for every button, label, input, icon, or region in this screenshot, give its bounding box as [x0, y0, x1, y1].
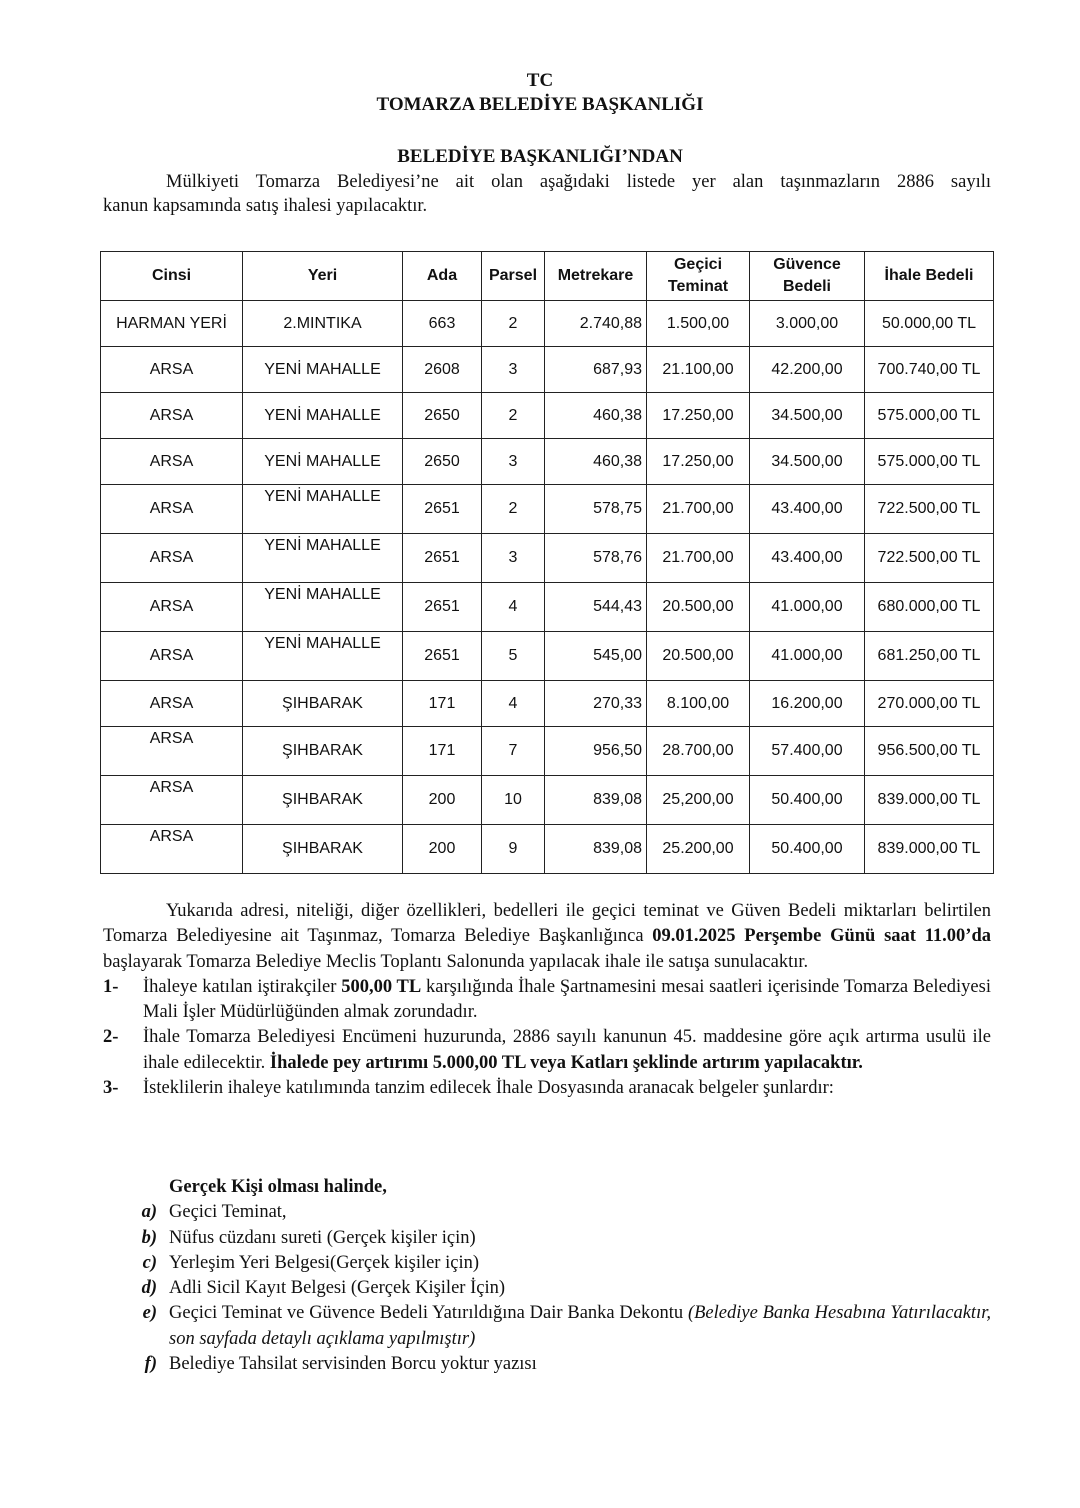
table-cell: 9	[482, 825, 545, 874]
column-header: İhale Bedeli	[865, 252, 994, 301]
item-text-part: karşılığında İhale Şartnamesini mesai saatleri içerisinde Tomarza Belediyesi Mali İşler Müdürlüğünden almak zorundadır.	[143, 976, 991, 1023]
requirements-section	[103, 1175, 991, 1377]
table-cell: 2	[482, 485, 545, 534]
requirement-item	[103, 1301, 991, 1352]
requirement-text-main: Adli Sicil Kayıt Belgesi (Gerçek Kişiler İçin)	[169, 1278, 505, 1299]
auction-paragraph	[103, 899, 991, 975]
requirement-text-main: Nüfus cüzdanı sureti (Gerçek kişiler için)	[169, 1227, 476, 1248]
item-text	[143, 975, 991, 1026]
table-row	[101, 534, 994, 583]
requirement-letter: f)	[144, 1354, 157, 1375]
auction-date: 09.01.2025 Perşembe Günü saat 11.00’da	[652, 926, 991, 947]
table-cell: 839.000,00 TL	[865, 776, 994, 825]
table-cell: ARSA	[101, 727, 243, 776]
table-cell: 41.000,00	[750, 583, 865, 632]
requirement-text	[169, 1352, 991, 1377]
requirement-letter: d)	[141, 1278, 157, 1299]
table-cell: 7	[482, 727, 545, 776]
column-header: Parsel	[482, 252, 545, 301]
table-cell: 839,08	[545, 825, 647, 874]
table-cell: 578,75	[545, 485, 647, 534]
table-cell: 681.250,00 TL	[865, 632, 994, 681]
table-cell: YENİ MAHALLE	[243, 485, 403, 534]
table-cell: 57.400,00	[750, 727, 865, 776]
table-cell: 2651	[403, 534, 482, 583]
table-cell: 1.500,00	[647, 301, 750, 347]
table-cell: ARSA	[101, 485, 243, 534]
table-cell: 50.400,00	[750, 825, 865, 874]
table-header-row	[101, 252, 994, 301]
requirement-item	[103, 1251, 991, 1276]
table-cell: 2.MINTIKA	[243, 301, 403, 347]
paragraph-text: Yukarıda adresi, niteliği, diğer özellikleri, bedelleri ile geçici teminat ve Güven Bedeli miktarları belirtilen Tomarza Belediyesine ait Taşınmaz, Tomarza Belediye Başkanlığınca	[103, 901, 991, 947]
table-cell: YENİ MAHALLE	[243, 439, 403, 485]
table-cell: 545,00	[545, 632, 647, 681]
table-cell: ŞIHBARAK	[243, 681, 403, 727]
table-cell: 956.500,00 TL	[865, 727, 994, 776]
auction-details	[103, 899, 991, 1101]
requirements-list	[103, 1200, 991, 1377]
table-cell: 2	[482, 393, 545, 439]
table-cell: 663	[403, 301, 482, 347]
table-cell: 460,38	[545, 393, 647, 439]
table-row	[101, 727, 994, 776]
table-cell: 16.200,00	[750, 681, 865, 727]
requirement-text	[169, 1276, 991, 1301]
column-header: Metrekare	[545, 252, 647, 301]
table-cell: 700.740,00 TL	[865, 347, 994, 393]
table-cell: YENİ MAHALLE	[243, 393, 403, 439]
requirement-text	[169, 1226, 991, 1251]
table-cell: 3	[482, 439, 545, 485]
table-cell: YENİ MAHALLE	[243, 347, 403, 393]
table-cell: 3	[482, 534, 545, 583]
numbered-item-1	[103, 975, 991, 1026]
table-cell: 2651	[403, 485, 482, 534]
header-from: BELEDİYE BAŞKANLIĞI’NDAN	[397, 146, 683, 167]
requirement-letter: b)	[141, 1227, 157, 1248]
table-cell: 2651	[403, 583, 482, 632]
table-cell: 20.500,00	[647, 583, 750, 632]
table-cell: 21.700,00	[647, 534, 750, 583]
intro-paragraph	[103, 170, 991, 218]
column-header: Geçici Teminat	[647, 252, 750, 301]
table-cell: 3	[482, 347, 545, 393]
intro-line-2: kanun kapsamında satış ihalesi yapılacaktır.	[103, 196, 428, 216]
table-cell: 21.100,00	[647, 347, 750, 393]
table-row	[101, 347, 994, 393]
table-cell: 34.500,00	[750, 393, 865, 439]
column-header: Ada	[403, 252, 482, 301]
table-cell: ŞIHBARAK	[243, 825, 403, 874]
table-cell: 4	[482, 681, 545, 727]
table-cell: 8.100,00	[647, 681, 750, 727]
table-cell: 28.700,00	[647, 727, 750, 776]
table-cell: 17.250,00	[647, 439, 750, 485]
table-cell: 722.500,00 TL	[865, 485, 994, 534]
table-cell: 575.000,00 TL	[865, 393, 994, 439]
table-body	[101, 301, 994, 874]
table-cell: ARSA	[101, 393, 243, 439]
table-row	[101, 393, 994, 439]
table-row	[101, 825, 994, 874]
table-row	[101, 776, 994, 825]
numbered-item-2	[103, 1025, 991, 1076]
table-row	[101, 632, 994, 681]
table-row	[101, 583, 994, 632]
table-cell: 544,43	[545, 583, 647, 632]
table-cell: ARSA	[101, 534, 243, 583]
table-cell: 270.000,00 TL	[865, 681, 994, 727]
item-text-part: İhale Tomarza Belediyesi Encümeni huzurunda, 2886 sayılı kanunun 45. maddesine göre açık artırma usulü ile ihale edilecektir.	[143, 1027, 991, 1073]
table-row	[101, 485, 994, 534]
table-cell: 956,50	[545, 727, 647, 776]
requirement-letter: e)	[142, 1303, 157, 1324]
item-text: İsteklilerin ihaleye katılımında tanzim edilecek İhale Dosyasında aranacak belgeler şunlardır:	[143, 1078, 834, 1099]
requirement-text-main: Geçici Teminat,	[169, 1202, 287, 1223]
table-cell: 171	[403, 681, 482, 727]
table-cell: 17.250,00	[647, 393, 750, 439]
table-cell: YENİ MAHALLE	[243, 632, 403, 681]
table-cell: ARSA	[101, 347, 243, 393]
item-text-part: İhaleye katılan iştirakçiler	[143, 976, 342, 997]
table-cell: 2	[482, 301, 545, 347]
table-cell: 50.000,00 TL	[865, 301, 994, 347]
table-cell: 575.000,00 TL	[865, 439, 994, 485]
table-cell: 2608	[403, 347, 482, 393]
item-number: 2-	[103, 1027, 119, 1048]
requirement-item	[103, 1200, 991, 1225]
table-cell: 43.400,00	[750, 534, 865, 583]
table-cell: 687,93	[545, 347, 647, 393]
table-cell: 10	[482, 776, 545, 825]
table-cell: 460,38	[545, 439, 647, 485]
requirement-letter: a)	[141, 1202, 157, 1223]
table-cell: 722.500,00 TL	[865, 534, 994, 583]
table-cell: ARSA	[101, 583, 243, 632]
table-cell: 41.000,00	[750, 632, 865, 681]
table-cell: 839,08	[545, 776, 647, 825]
bid-increment: İhalede pey artırımı 5.000,00 TL veya Katları şeklinde artırım yapılacaktır.	[269, 1052, 863, 1073]
column-header: Cinsi	[101, 252, 243, 301]
specification-fee: 500,00 TL	[341, 976, 422, 997]
table-cell: 43.400,00	[750, 485, 865, 534]
table-cell: 270,33	[545, 681, 647, 727]
requirement-text	[169, 1251, 991, 1276]
column-header: Yeri	[243, 252, 403, 301]
table-cell: 839.000,00 TL	[865, 825, 994, 874]
table-cell: HARMAN YERİ	[101, 301, 243, 347]
table-cell: 2650	[403, 439, 482, 485]
table-cell: ARSA	[101, 825, 243, 874]
table-cell: 50.400,00	[750, 776, 865, 825]
requirement-item	[103, 1276, 991, 1301]
table-cell: 200	[403, 776, 482, 825]
requirement-text	[169, 1200, 991, 1225]
item-text	[143, 1025, 991, 1076]
table-cell: 25.200,00	[647, 825, 750, 874]
header-tc: TC	[526, 70, 554, 91]
requirement-text	[169, 1301, 991, 1352]
table-cell: ARSA	[101, 632, 243, 681]
requirement-text-main: Yerleşim Yeri Belgesi(Gerçek kişiler için)	[169, 1252, 479, 1273]
table-cell: 680.000,00 TL	[865, 583, 994, 632]
table-cell: 5	[482, 632, 545, 681]
table-row	[101, 681, 994, 727]
requirement-letter: c)	[142, 1252, 157, 1273]
table-cell: 25,200,00	[647, 776, 750, 825]
table-row	[101, 439, 994, 485]
paragraph-text: başlayarak Tomarza Belediye Meclis Toplantı Salonunda yapılacak ihale ile satışa sunulacaktır.	[103, 951, 809, 972]
property-table	[100, 251, 994, 874]
requirement-item	[103, 1226, 991, 1251]
requirement-text-main: Belediye Tahsilat servisinden Borcu yoktur yazısı	[169, 1354, 537, 1375]
column-header: Güvence Bedeli	[750, 252, 865, 301]
table-cell: 2651	[403, 632, 482, 681]
table-cell: ŞIHBARAK	[243, 727, 403, 776]
table-cell: 4	[482, 583, 545, 632]
table-cell: ŞIHBARAK	[243, 776, 403, 825]
table-cell: 200	[403, 825, 482, 874]
requirement-text-main: Geçici Teminat ve Güvence Bedeli Yatırıldığına Dair Banka Dekontu	[169, 1303, 688, 1324]
table-cell: 34.500,00	[750, 439, 865, 485]
table-cell: ARSA	[101, 681, 243, 727]
table-cell: 3.000,00	[750, 301, 865, 347]
table-cell: ARSA	[101, 439, 243, 485]
header-institution: TOMARZA BELEDİYE BAŞKANLIĞI	[376, 94, 704, 115]
table-cell: 171	[403, 727, 482, 776]
item-number: 3-	[103, 1078, 119, 1099]
table-cell: 21.700,00	[647, 485, 750, 534]
table-cell: 2650	[403, 393, 482, 439]
table-cell: 20.500,00	[647, 632, 750, 681]
item-number: 1-	[103, 976, 119, 997]
requirement-note: (Belediye Banka Hesabına Yatırılacaktır, son sayfada detaylı açıklama yapılmıştır)	[169, 1303, 991, 1349]
requirements-heading: Gerçek Kişi olması halinde,	[169, 1177, 387, 1197]
table-row	[101, 301, 994, 347]
numbered-item-3	[103, 1076, 991, 1101]
table-cell: YENİ MAHALLE	[243, 534, 403, 583]
intro-line-1: Mülkiyeti Tomarza Belediyesi’ne ait olan aşağıdaki listede yer alan taşınmazların 2886 sayılı	[166, 172, 991, 192]
table-cell: YENİ MAHALLE	[243, 583, 403, 632]
table-cell: ARSA	[101, 776, 243, 825]
requirement-item	[103, 1352, 991, 1377]
table-cell: 2.740,88	[545, 301, 647, 347]
table-cell: 578,76	[545, 534, 647, 583]
table-cell: 42.200,00	[750, 347, 865, 393]
